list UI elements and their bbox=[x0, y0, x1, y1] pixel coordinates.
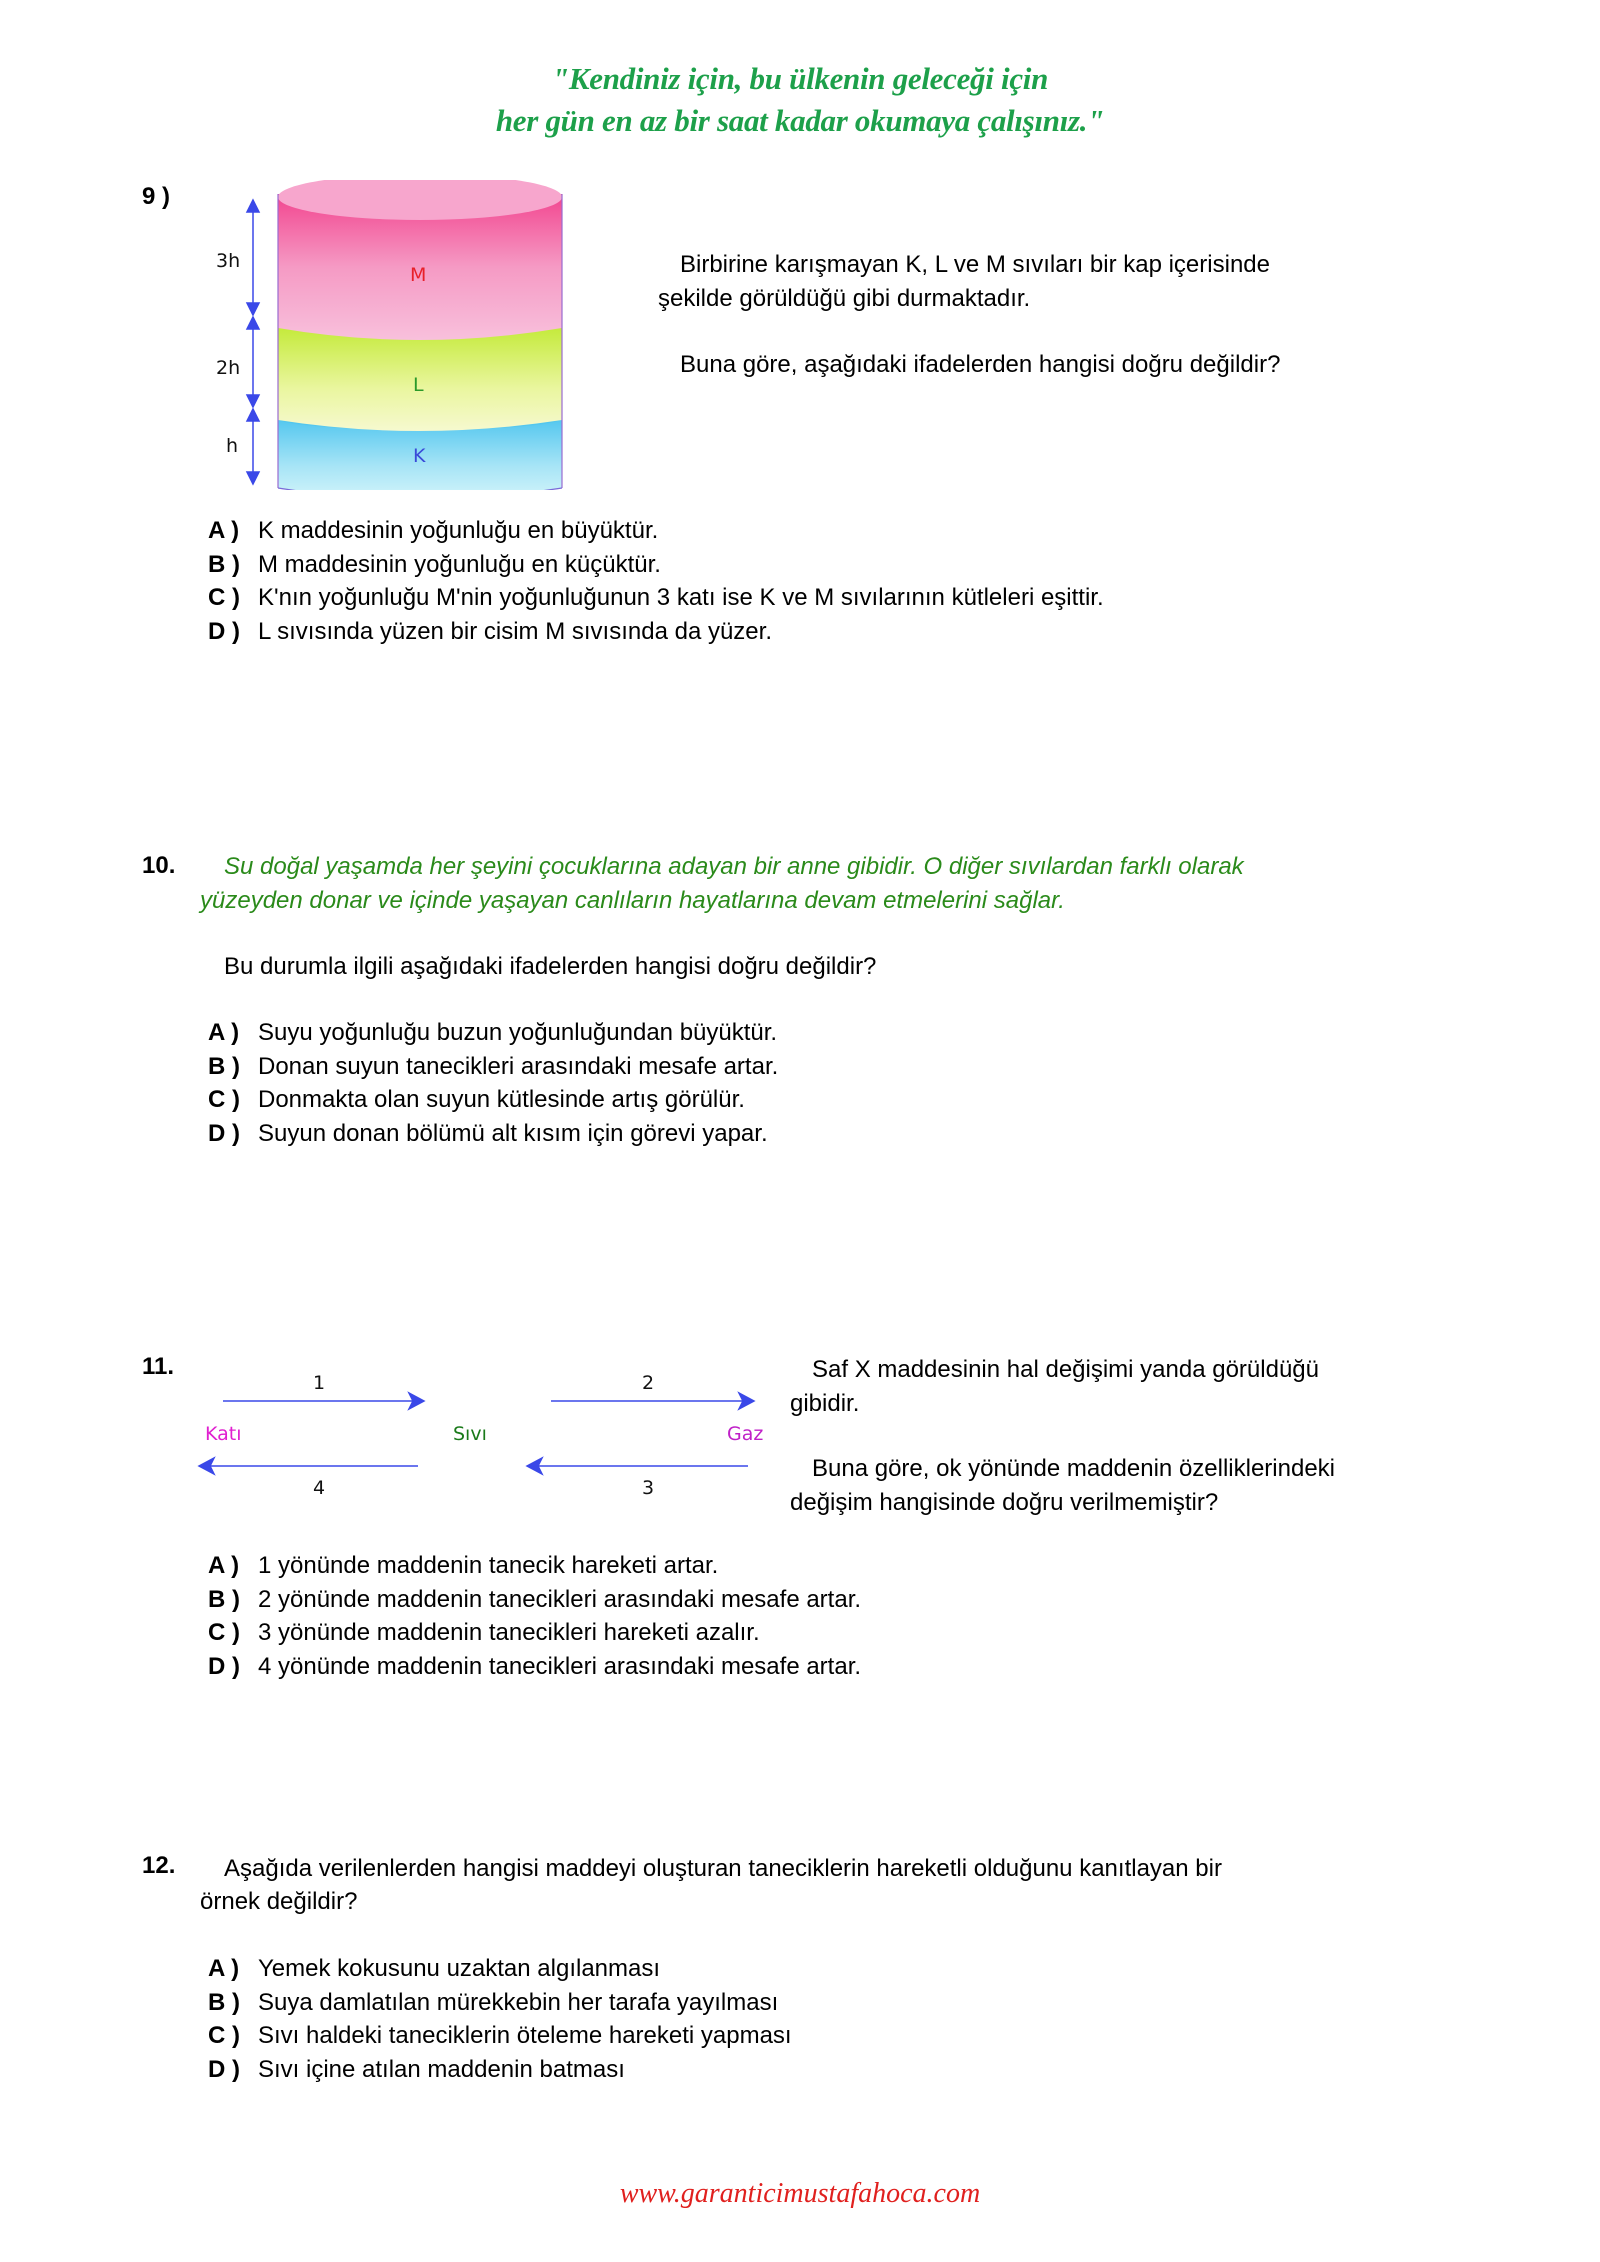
prompt-line-1: Buna göre, ok yönünde maddenin özelliklerindeki bbox=[812, 1455, 1336, 1482]
height-label-m: 3h bbox=[216, 250, 241, 272]
layer-label-k: K bbox=[413, 445, 426, 467]
option-d[interactable]: D ) Sıvı içine atılan maddenin batması bbox=[208, 2055, 625, 2083]
state-label-solid: Katı bbox=[205, 1423, 242, 1445]
option-d[interactable]: D ) Suyun donan bölümü alt kısım için görevi yapar. bbox=[208, 1119, 768, 1147]
option-a[interactable]: A ) 1 yönünde maddenin tanecik hareketi artar. bbox=[208, 1552, 719, 1579]
option-b[interactable]: B ) Donan suyun tanecikleri arasındaki mesafe artar. bbox=[208, 1052, 779, 1080]
stem-line-2: şekilde görüldüğü gibi durmaktadır. bbox=[658, 285, 1031, 312]
stem-line-1: Saf X maddesinin hal değişimi yanda görüldüğü bbox=[812, 1356, 1319, 1383]
quote-line-2: her gün en az bir saat kadar okumaya çalışınız." bbox=[495, 103, 1105, 138]
height-label-l: 2h bbox=[216, 357, 241, 379]
arrow-label-1: 1 bbox=[313, 1372, 326, 1394]
option-b[interactable]: B ) 2 yönünde maddenin tanecikleri arasındaki mesafe artar. bbox=[208, 1585, 862, 1613]
question-stem bbox=[790, 1353, 1319, 1421]
question-number: 12. bbox=[142, 1852, 176, 1879]
question-line-2: örnek değildir? bbox=[200, 1888, 358, 1915]
question-number: 10. bbox=[142, 852, 176, 879]
question-prompt bbox=[790, 1452, 1335, 1520]
height-label-k: h bbox=[226, 435, 239, 457]
arrow-label-3: 3 bbox=[642, 1477, 655, 1499]
state-label-liquid: Sıvı bbox=[453, 1423, 487, 1445]
question-line-1: Aşağıda verilenlerden hangisi maddeyi oluşturan taneciklerin hareketli olduğunu kanıtlayan bir bbox=[224, 1855, 1222, 1882]
option-a[interactable]: A ) Yemek kokusunu uzaktan algılanması bbox=[208, 1955, 661, 1982]
options-list bbox=[208, 514, 1104, 648]
layer-label-m: M bbox=[410, 264, 427, 286]
options-list bbox=[208, 1549, 861, 1683]
intro-line-1: Su doğal yaşamda her şeyini çocuklarına adayan bir anne gibidir. O diğer sıvılardan farklı olarak bbox=[224, 853, 1244, 880]
prompt-line-2: değişim hangisinde doğru verilmemiştir? bbox=[790, 1489, 1219, 1516]
intro-line-2: yüzeyden donar ve içinde yaşayan canlıların hayatlarına devam etmelerini sağlar. bbox=[200, 887, 1065, 914]
motivational-quote bbox=[0, 58, 1600, 142]
question-prompt: Bu durumla ilgili aşağıdaki ifadelerden hangisi doğru değildir? bbox=[224, 953, 877, 980]
options-list bbox=[208, 1952, 792, 2086]
liquid-layers-figure bbox=[200, 180, 600, 490]
state-change-diagram bbox=[195, 1362, 795, 1512]
option-d[interactable]: D ) 4 yönünde maddenin tanecikleri arasındaki mesafe artar. bbox=[208, 1652, 862, 1680]
option-a[interactable]: A ) Suyu yoğunluğu buzun yoğunluğundan büyüktür. bbox=[208, 1019, 778, 1046]
footer-website-link[interactable]: www.garanticimustafahoca.com bbox=[619, 2178, 981, 2209]
state-label-gas: Gaz bbox=[727, 1423, 764, 1445]
stem-line-1: Birbirine karışmayan K, L ve M sıvıları bir kap içerisinde bbox=[680, 251, 1270, 278]
option-c[interactable]: C ) K'nın yoğunluğu M'nin yoğunluğunun 3 katı ise K ve M sıvılarının kütleleri eşittir. bbox=[208, 584, 1104, 611]
height-dimension-arrows bbox=[247, 200, 259, 484]
question-stem bbox=[658, 248, 1270, 316]
stem-line-2: gibidir. bbox=[790, 1390, 860, 1417]
arrow-label-4: 4 bbox=[313, 1477, 326, 1499]
option-b[interactable]: B ) Suya damlatılan mürekkebin her tarafa yayılması bbox=[208, 1988, 779, 2016]
option-c[interactable]: C ) Sıvı haldeki taneciklerin öteleme hareketi yapması bbox=[208, 2022, 792, 2049]
option-c[interactable]: C ) Donmakta olan suyun kütlesinde artış görülür. bbox=[208, 1086, 745, 1113]
question-number: 11. bbox=[142, 1353, 175, 1380]
arrow-label-2: 2 bbox=[642, 1372, 655, 1394]
option-b[interactable]: B ) M maddesinin yoğunluğu en küçüktür. bbox=[208, 550, 661, 578]
layer-label-l: L bbox=[413, 374, 424, 396]
question-number: 9 ) bbox=[142, 183, 171, 210]
question-prompt: Buna göre, aşağıdaki ifadelerden hangisi doğru değildir? bbox=[680, 351, 1281, 378]
options-list bbox=[208, 1016, 778, 1150]
option-d[interactable]: D ) L sıvısında yüzen bir cisim M sıvısında da yüzer. bbox=[208, 617, 772, 645]
option-c[interactable]: C ) 3 yönünde maddenin tanecikleri hareketi azalır. bbox=[208, 1619, 760, 1646]
option-a[interactable]: A ) K maddesinin yoğunluğu en büyüktür. bbox=[208, 517, 659, 544]
quote-line-1: "Kendiniz için, bu ülkenin geleceği için bbox=[551, 61, 1049, 96]
